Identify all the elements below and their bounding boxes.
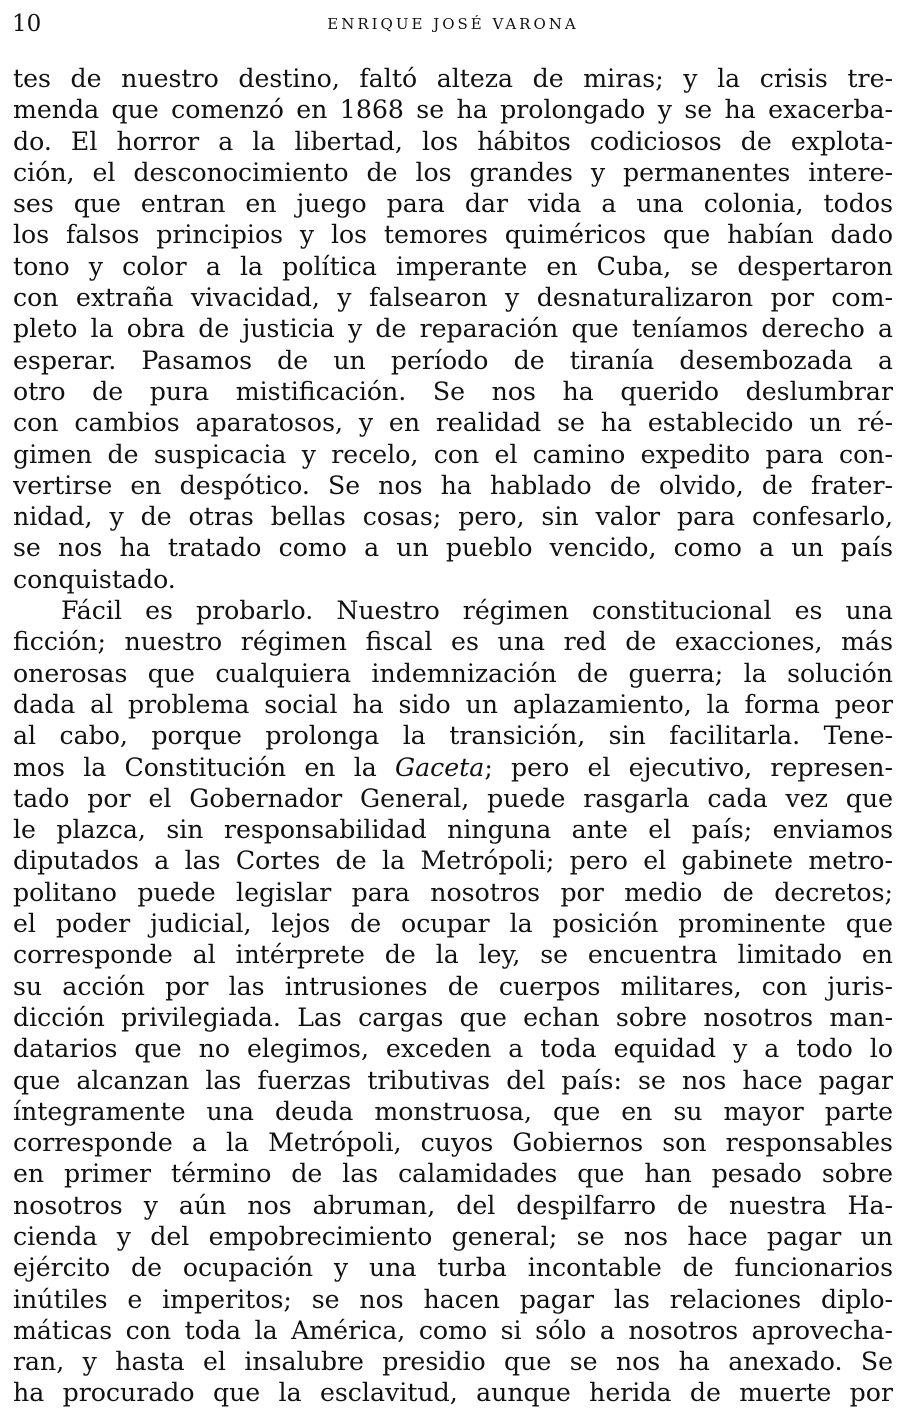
text-line: corresponde a la Metrópoli, cuyos Gobiernos son responsables <box>13 1128 893 1158</box>
text-line: ción, el desconocimiento de los grandes y permanentes intere- <box>13 157 893 187</box>
running-title: ENRIQUE JOSÉ VARONA <box>327 15 579 33</box>
text-line: tes de nuestro destino, faltó alteza de miras; y la crisis tre- <box>13 64 893 93</box>
text-line: nosotros y aún nos abruman, del despilfarro de nuestra Ha- <box>13 1190 893 1220</box>
text-line: en primer término de las calamidades que han pesado sobre <box>13 1159 893 1189</box>
text-line: corresponde al intérprete de la ley, se encuentra limitado en <box>13 940 893 970</box>
body-text <box>13 63 893 1409</box>
text-line: cienda y del empobrecimiento general; se nos hace pagar un <box>13 1221 893 1251</box>
text-line: pleto la obra de justicia y de reparación que teníamos derecho a <box>13 314 893 344</box>
line-segment: ; pero el ejecutivo, represen- <box>484 752 893 782</box>
line-segment: mos la Constitución en la <box>13 752 396 782</box>
text-line: politano puede legislar para nosotros por medio de decretos; <box>13 877 893 907</box>
text-line: con cambios aparatosos, y en realidad se ha establecido un ré- <box>13 408 893 438</box>
text-line-with-italic <box>13 752 893 783</box>
italic-title-gaceta: Gaceta <box>395 752 485 782</box>
text-line: dicción privilegiada. Las cargas que echan sobre nosotros man- <box>13 1002 893 1032</box>
text-line: menda que comenzó en 1868 se ha prolongado y se ha exacerba- <box>13 95 893 125</box>
text-line: inútiles e imperitos; se nos hacen pagar las relaciones diplo- <box>13 1284 893 1314</box>
text-line: conquistado. <box>13 564 176 594</box>
text-line: ran, y hasta el insalubre presidio que se nos ha anexado. Se <box>13 1347 893 1377</box>
text-line: le plazca, sin responsabilidad ninguna ante el país; enviamos <box>13 815 893 845</box>
text-line: vertirse en despótico. Se nos ha hablado de olvido, de frater- <box>13 470 893 500</box>
text-line: al cabo, porque prolonga la transición, sin facilitarla. Tene- <box>13 721 893 751</box>
text-line: diputados a las Cortes de la Metrópoli; pero el gabinete metro- <box>13 846 893 876</box>
text-line: otro de pura mistificación. Se nos ha querido deslumbrar <box>13 376 893 406</box>
text-line: tado por el Gobernador General, puede rasgarla cada vez que <box>13 783 893 813</box>
text-line: ficción; nuestro régimen fiscal es una red de exacciones, más <box>13 627 893 657</box>
page-number: 10 <box>12 11 42 37</box>
text-line: ses que entran en juego para dar vida a una colonia, todos <box>13 189 893 219</box>
text-line: esperar. Pasamos de un período de tiranía desembozada a <box>13 345 893 375</box>
text-line: el poder judicial, lejos de ocupar la posición prominente que <box>13 909 893 939</box>
text-line: íntegramente una deuda monstruosa, que en su mayor parte <box>13 1096 893 1126</box>
text-line: tono y color a la política imperante en Cuba, se despertaron <box>13 251 893 281</box>
text-line: nidad, y de otras bellas cosas; pero, sin valor para confesarlo, <box>13 502 893 532</box>
text-line: gimen de suspicacia y recelo, con el camino expedito para con- <box>13 439 893 469</box>
text-line: do. El horror a la libertad, los hábitos codiciosos de explota- <box>13 126 893 156</box>
text-line: los falsos principios y los temores quiméricos que habían dado <box>13 220 893 250</box>
text-line: máticas con toda la América, como si sólo a nosotros aprovecha- <box>13 1315 893 1345</box>
text-line: dada al problema social ha sido un aplazamiento, la forma peor <box>13 689 893 719</box>
running-header <box>10 6 896 36</box>
text-line: datarios que no elegimos, exceden a toda equidad y a todo lo <box>13 1034 893 1064</box>
text-line: onerosas que cualquiera indemnización de guerra; la solución <box>13 658 893 688</box>
text-line: ha procurado que la esclavitud, aunque herida de muerte por <box>13 1378 893 1408</box>
text-line: ejército de ocupación y una turba incontable de funcionarios <box>13 1253 893 1283</box>
text-line: con extraña vivacidad, y falsearon y desnaturalizaron por com- <box>13 283 893 313</box>
paragraph-start-line: Fácil es probarlo. Nuestro régimen constitucional es una <box>61 596 893 626</box>
text-line: que alcanzan las fuerzas tributivas del país: se nos hace pagar <box>13 1065 893 1095</box>
text-line: se nos ha tratado como a un pueblo vencido, como a un país <box>13 533 893 563</box>
text-line: su acción por las intrusiones de cuerpos militares, con juris- <box>13 971 893 1001</box>
